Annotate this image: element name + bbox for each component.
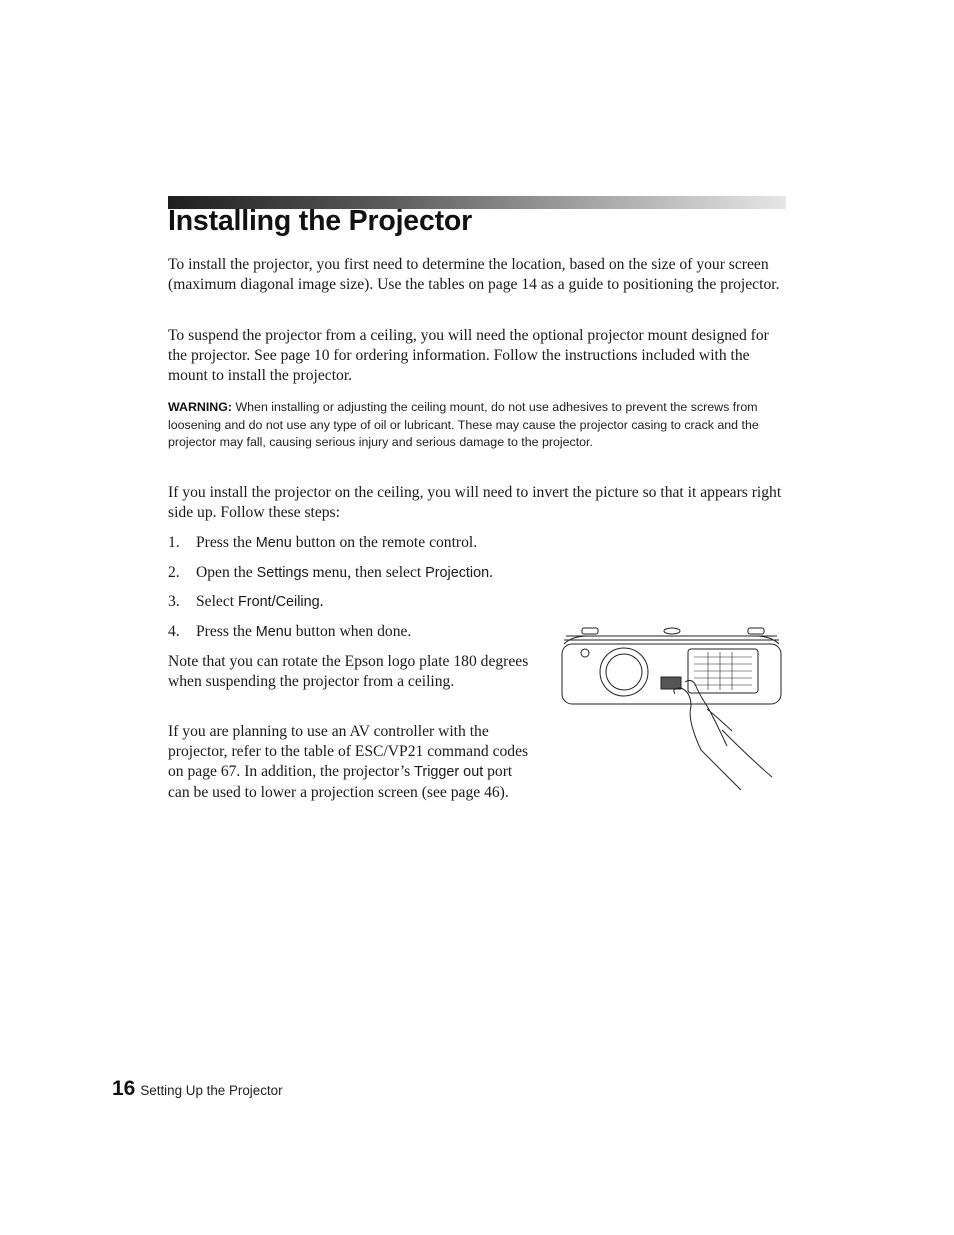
menu-term: Front/Ceiling — [238, 594, 320, 610]
warning-text: When installing or adjusting the ceiling mount, do not use adhesives to prevent the screws from loosening and do not use any type of oil or lubricant. These may cause the projector casing to crack and the projector may fall, causing serious injury and serious damage to the projector. — [168, 400, 759, 450]
list-item — [168, 563, 493, 583]
projector-lens — [600, 648, 648, 696]
paragraph-text: If you are planning to use an AV controller with the projector, refer to the table of ESC/VP21 command codes on page 67. In addition, the projector’s — [168, 723, 529, 781]
step-number: 2. — [168, 564, 180, 581]
projector-illustration — [560, 622, 785, 797]
step-number: 3. — [168, 593, 180, 610]
warning-note — [168, 399, 780, 452]
step-number: 1. — [168, 534, 180, 551]
step-text: button on the remote control. — [295, 534, 478, 551]
logo-plate-paragraph: Note that you can rotate the Epson logo plate 180 degrees when suspending the projector from a ceiling. — [168, 653, 529, 691]
footer-section-title: Setting Up the Projector — [140, 1083, 283, 1098]
port-term: Trigger out — [414, 764, 484, 781]
menu-term: Menu — [255, 535, 292, 551]
list-item — [168, 622, 411, 642]
step-text: . — [489, 564, 494, 581]
invert-paragraph: If you install the projector on the ceiling, you will need to invert the picture so that it appears right side up. Follow these steps: — [168, 484, 782, 522]
page-footer — [112, 1077, 283, 1101]
step-text: Press the — [196, 534, 252, 551]
step-text: Press the — [196, 623, 252, 640]
page-number: 16 — [112, 1077, 136, 1100]
projector-foot-right — [748, 628, 764, 634]
menu-term: Settings — [256, 565, 309, 581]
ceiling-paragraph: To suspend the projector from a ceiling, you will need the optional projector mount designed for the projector. See page 10 for ordering information. Follow the instructions included with the mount to install the projector. — [168, 327, 769, 385]
step-number: 4. — [168, 623, 180, 640]
step-text: button when done. — [295, 623, 412, 640]
step-text: Open the — [196, 564, 253, 581]
menu-term: Projection — [425, 565, 490, 581]
av-controller-paragraph — [168, 722, 530, 803]
warning-label: WARNING: — [168, 400, 233, 414]
step-text: . — [319, 593, 324, 610]
paragraph-text: port can be used to lower a projection screen (see page 46). — [168, 763, 513, 801]
projector-foot-left — [582, 628, 598, 634]
hand-drawing — [674, 680, 772, 790]
page-title: Installing the Projector — [168, 205, 472, 237]
step-text: menu, then select — [312, 564, 422, 581]
step-text: Select — [196, 593, 235, 610]
projector-foot-center — [664, 628, 680, 634]
projector-body — [562, 644, 781, 704]
intro-paragraph: To install the projector, you first need to determine the location, based on the size of your screen (maximum diagonal image size). Use the tables on page 14 as a guide to positioning the projector. — [168, 256, 780, 294]
list-item — [168, 533, 477, 553]
projector-button — [661, 677, 681, 689]
menu-term: Menu — [255, 624, 292, 640]
list-item — [168, 592, 324, 612]
